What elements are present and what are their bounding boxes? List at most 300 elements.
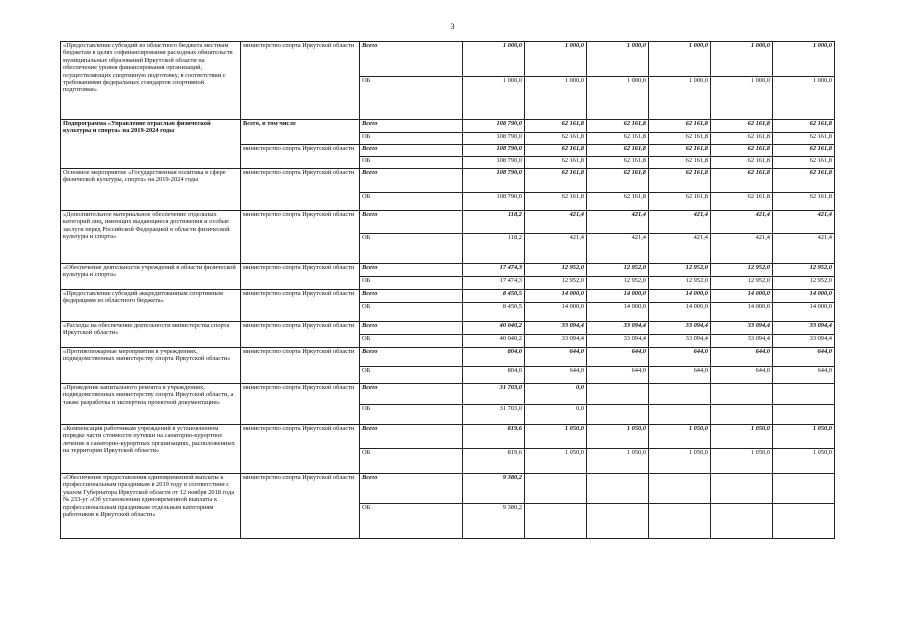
value-text: 62 161,8: [685, 157, 708, 164]
value-text: 33 094,4: [685, 335, 708, 342]
value-text: 1 000,0: [564, 77, 584, 84]
value-cell: [525, 367, 587, 384]
value-cell: [587, 157, 649, 169]
value-text: 62 161,8: [747, 193, 770, 200]
value-text: 1 000,0: [688, 77, 708, 84]
value-cell: [649, 264, 711, 277]
value-cell: [649, 290, 711, 303]
value-cell: [525, 211, 587, 234]
value-text: 108 790,0: [496, 169, 522, 176]
value-text: 33 094,4: [685, 322, 708, 329]
value-cell: [463, 193, 525, 211]
value-text: 14 000,0: [747, 303, 770, 310]
value-text: 421,4: [755, 234, 770, 241]
value-cell: [525, 133, 587, 145]
value-text: 14 000,0: [561, 303, 584, 310]
value-text: 33 094,4: [623, 322, 646, 329]
value-cell: [711, 303, 773, 322]
row-name: «Противопожарные мероприятия в учреждениях, подведомственных министерству спорта Иркутской области»: [61, 348, 241, 384]
value-text: 108 790,0: [496, 157, 522, 164]
value-cell: [773, 145, 835, 157]
value-cell: [711, 42, 773, 77]
value-cell: [711, 322, 773, 335]
value-text: 12 952,0: [561, 264, 584, 271]
value-cell: [649, 322, 711, 335]
value-text: 62 161,8: [809, 120, 832, 127]
value-text: 1 050,0: [812, 449, 832, 456]
value-cell: [711, 348, 773, 367]
value-cell: [711, 474, 773, 504]
value-text: 62 161,8: [685, 169, 708, 176]
value-text: 819,6: [507, 449, 522, 456]
value-cell: [587, 405, 649, 425]
value-cell: [525, 405, 587, 425]
value-text: 12 952,0: [623, 277, 646, 284]
value-cell: [773, 367, 835, 384]
table-row-total: [61, 425, 835, 449]
row-executor: министерство спорта Иркутской области: [241, 384, 360, 425]
value-cell: [525, 474, 587, 504]
value-text: 1 000,0: [502, 42, 522, 49]
value-text: 62 161,8: [623, 169, 646, 176]
value-cell: [463, 77, 525, 120]
value-text: 8 450,5: [502, 303, 522, 310]
value-text: 40 040,2: [499, 335, 522, 342]
source-label-ob: ОБ: [360, 277, 463, 290]
value-cell: [587, 384, 649, 405]
value-cell: [587, 42, 649, 77]
value-text: 1 050,0: [750, 449, 770, 456]
value-text: 62 161,8: [809, 193, 832, 200]
value-text: 33 094,4: [561, 335, 584, 342]
value-cell: [463, 133, 525, 145]
value-text: 1 050,0: [812, 425, 832, 432]
value-text: 62 161,8: [685, 133, 708, 140]
value-cell: [463, 120, 525, 133]
value-cell: [711, 425, 773, 449]
source-label-ob: ОБ: [360, 234, 463, 264]
value-text: 421,4: [631, 234, 646, 241]
value-text: 1 050,0: [626, 425, 646, 432]
value-text: 62 161,8: [623, 193, 646, 200]
value-text: 819,6: [507, 425, 522, 432]
source-label-total: Всего: [360, 474, 463, 504]
value-text: 804,0: [507, 367, 522, 374]
table-row-total: [61, 290, 835, 303]
value-cell: [773, 77, 835, 120]
value-cell: [525, 290, 587, 303]
value-cell: [463, 211, 525, 234]
value-text: 644,0: [569, 367, 584, 374]
value-cell: [773, 234, 835, 264]
value-cell: [463, 290, 525, 303]
value-text: 62 161,8: [809, 145, 832, 152]
value-text: 9 380,2: [502, 504, 522, 511]
value-cell: [587, 234, 649, 264]
value-cell: [463, 145, 525, 157]
value-cell: [525, 322, 587, 335]
value-text: 62 161,8: [561, 120, 584, 127]
row-executor: министерство спорта Иркутской области: [241, 474, 360, 539]
row-name: «Обеспечение деятельности учреждений в области физической культуры и спорта»: [61, 264, 241, 290]
value-cell: [649, 348, 711, 367]
value-text: 62 161,8: [747, 157, 770, 164]
value-cell: [587, 322, 649, 335]
row-executor: Всего, в том числе: [241, 120, 360, 145]
row-name: Основное мероприятие «Государственная политика в сфере физической культуры, спорта» на 2019-2024 годы: [61, 169, 241, 211]
value-cell: [649, 405, 711, 425]
value-cell: [711, 77, 773, 120]
value-text: 421,4: [817, 234, 832, 241]
value-text: 118,2: [507, 234, 522, 241]
value-cell: [463, 234, 525, 264]
value-cell: [587, 77, 649, 120]
value-cell: [587, 290, 649, 303]
value-text: 1 050,0: [564, 425, 584, 432]
value-cell: [587, 169, 649, 193]
value-text: 1 050,0: [750, 425, 770, 432]
value-text: 1 000,0: [564, 42, 584, 49]
value-cell: [711, 449, 773, 474]
value-cell: [525, 157, 587, 169]
value-text: 62 161,8: [561, 145, 584, 152]
row-name: «Расходы на обеспечение деятельности министерства спорта Иркутской области»: [61, 322, 241, 348]
budget-table: [60, 41, 835, 539]
value-text: 0,0: [576, 405, 584, 412]
value-cell: [587, 425, 649, 449]
row-executor: министерство спорта Иркутской области: [241, 264, 360, 290]
value-text: 12 952,0: [685, 277, 708, 284]
source-label-total: Всего: [360, 322, 463, 335]
value-text: 31 703,0: [499, 405, 522, 412]
value-cell: [587, 474, 649, 504]
value-cell: [649, 133, 711, 145]
value-cell: [463, 303, 525, 322]
value-cell: [587, 120, 649, 133]
value-text: 33 094,4: [747, 335, 770, 342]
row-name: «Проведение капитального ремонта в учреждениях, подведомственных министерству спорта Иркутской области, а также разработка и экспертиза проектной документации»: [61, 384, 241, 425]
value-cell: [525, 384, 587, 405]
value-cell: [587, 504, 649, 539]
value-cell: [525, 120, 587, 133]
table-row-total: [61, 42, 835, 77]
value-cell: [649, 42, 711, 77]
value-text: 14 000,0: [623, 303, 646, 310]
value-cell: [525, 335, 587, 348]
value-cell: [773, 193, 835, 211]
source-label-ob: ОБ: [360, 157, 463, 169]
value-cell: [711, 169, 773, 193]
value-cell: [773, 303, 835, 322]
source-label-total: Всего: [360, 42, 463, 77]
value-cell: [587, 348, 649, 367]
value-text: 62 161,8: [561, 133, 584, 140]
table-row-total: [61, 474, 835, 504]
value-text: 1 000,0: [502, 77, 522, 84]
value-text: 644,0: [817, 348, 832, 355]
value-text: 0,0: [576, 384, 584, 391]
value-text: 17 474,3: [499, 277, 522, 284]
value-text: 62 161,8: [561, 157, 584, 164]
value-cell: [587, 193, 649, 211]
value-text: 14 000,0: [747, 290, 770, 297]
value-text: 12 952,0: [809, 264, 832, 271]
source-label-ob: ОБ: [360, 303, 463, 322]
value-text: 14 000,0: [623, 290, 646, 297]
row-name: «Предоставление субсидий из областного бюджета местным бюджетам в целях софинансирования расходных обязательств муниципальных образований Иркутской области на обеспечение уровня финансирования организаций, осуществляющих спортивную подготовку, в соответствии с требованиями федеральных стандартов спортивной подготовки»: [61, 42, 241, 120]
value-cell: [525, 348, 587, 367]
value-text: 40 040,2: [499, 322, 522, 329]
value-cell: [711, 504, 773, 539]
value-text: 62 161,8: [623, 133, 646, 140]
value-cell: [711, 405, 773, 425]
value-cell: [525, 277, 587, 290]
value-text: 33 094,4: [809, 322, 832, 329]
value-text: 644,0: [693, 348, 708, 355]
source-label-ob: ОБ: [360, 405, 463, 425]
page-number: 3: [450, 22, 455, 31]
value-cell: [463, 348, 525, 367]
table-row-total: [61, 348, 835, 367]
value-text: 14 000,0: [685, 303, 708, 310]
source-label-ob: ОБ: [360, 367, 463, 384]
value-cell: [525, 145, 587, 157]
value-cell: [525, 77, 587, 120]
value-cell: [773, 120, 835, 133]
table-row-total: [61, 322, 835, 335]
value-text: 421,4: [817, 211, 832, 218]
value-cell: [711, 133, 773, 145]
value-cell: [587, 367, 649, 384]
value-cell: [463, 405, 525, 425]
value-cell: [773, 157, 835, 169]
value-text: 421,4: [693, 211, 708, 218]
value-text: 1 000,0: [812, 77, 832, 84]
value-cell: [587, 303, 649, 322]
value-text: 421,4: [693, 234, 708, 241]
value-text: 804,0: [507, 348, 522, 355]
value-text: 17 474,3: [499, 264, 522, 271]
value-text: 62 161,8: [809, 133, 832, 140]
value-text: 118,2: [507, 211, 522, 218]
row-executor: министерство спорта Иркутской области: [241, 425, 360, 474]
value-cell: [711, 193, 773, 211]
row-executor: министерство спорта Иркутской области: [241, 290, 360, 322]
source-label-total: Всего: [360, 264, 463, 277]
value-text: 62 161,8: [623, 145, 646, 152]
value-cell: [773, 425, 835, 449]
value-cell: [773, 264, 835, 277]
value-cell: [649, 234, 711, 264]
value-cell: [649, 449, 711, 474]
table-row-total: [61, 264, 835, 277]
table-row-total: [61, 211, 835, 234]
value-text: 12 952,0: [809, 277, 832, 284]
value-cell: [463, 425, 525, 449]
value-text: 62 161,8: [809, 169, 832, 176]
value-cell: [587, 449, 649, 474]
value-text: 33 094,4: [809, 335, 832, 342]
source-label-ob: ОБ: [360, 193, 463, 211]
value-cell: [525, 264, 587, 277]
value-cell: [463, 169, 525, 193]
value-cell: [773, 277, 835, 290]
row-name: «Предоставление субсидий аккредитованным спортивным федерациям из областного бюджета»: [61, 290, 241, 322]
value-text: 1 000,0: [688, 42, 708, 49]
value-text: 8 450,5: [502, 290, 522, 297]
value-text: 14 000,0: [809, 303, 832, 310]
value-cell: [773, 169, 835, 193]
row-name: Подпрограмма «Управление отраслью физической культуры и спорта» на 2019-2024 годы: [61, 120, 241, 169]
value-cell: [649, 120, 711, 133]
source-label-total: Всего: [360, 120, 463, 133]
value-cell: [587, 264, 649, 277]
value-text: 1 000,0: [812, 42, 832, 49]
value-text: 421,4: [755, 211, 770, 218]
value-text: 12 952,0: [685, 264, 708, 271]
value-text: 108 790,0: [496, 133, 522, 140]
source-label-total: Всего: [360, 425, 463, 449]
value-text: 421,4: [569, 211, 584, 218]
value-cell: [711, 120, 773, 133]
value-cell: [525, 234, 587, 264]
value-cell: [587, 211, 649, 234]
value-cell: [711, 335, 773, 348]
value-cell: [463, 157, 525, 169]
value-cell: [463, 504, 525, 539]
value-text: 62 161,8: [747, 120, 770, 127]
value-cell: [773, 133, 835, 145]
value-text: 62 161,8: [623, 120, 646, 127]
value-text: 644,0: [631, 348, 646, 355]
value-text: 644,0: [817, 367, 832, 374]
value-text: 12 952,0: [747, 277, 770, 284]
value-cell: [463, 322, 525, 335]
value-cell: [773, 211, 835, 234]
value-text: 1 050,0: [626, 449, 646, 456]
value-cell: [463, 42, 525, 77]
value-text: 12 952,0: [561, 277, 584, 284]
source-label-ob: ОБ: [360, 449, 463, 474]
value-text: 108 790,0: [496, 145, 522, 152]
value-text: 62 161,8: [685, 145, 708, 152]
value-text: 62 161,8: [685, 193, 708, 200]
value-text: 421,4: [631, 211, 646, 218]
value-cell: [463, 449, 525, 474]
value-cell: [773, 290, 835, 303]
value-cell: [649, 474, 711, 504]
source-label-ob: ОБ: [360, 133, 463, 145]
value-cell: [525, 504, 587, 539]
value-cell: [711, 234, 773, 264]
value-cell: [649, 277, 711, 290]
value-cell: [463, 335, 525, 348]
source-label-ob: ОБ: [360, 504, 463, 539]
value-cell: [711, 290, 773, 303]
value-cell: [649, 157, 711, 169]
row-name: «Дополнительное материальное обеспечение отдельных категорий лиц, имеющих выдающиеся достижения и особые заслуги перед Российской Федерацией в области физической культуры и спорта»: [61, 211, 241, 264]
value-cell: [773, 322, 835, 335]
row-executor: министерство спорта Иркутской области: [241, 169, 360, 211]
value-cell: [587, 335, 649, 348]
value-text: 14 000,0: [561, 290, 584, 297]
value-text: 62 161,8: [747, 133, 770, 140]
value-text: 644,0: [755, 348, 770, 355]
value-text: 33 094,4: [747, 322, 770, 329]
value-text: 33 094,4: [623, 335, 646, 342]
value-cell: [773, 348, 835, 367]
value-text: 644,0: [755, 367, 770, 374]
source-label-total: Всего: [360, 384, 463, 405]
value-cell: [525, 42, 587, 77]
value-cell: [649, 384, 711, 405]
value-cell: [711, 157, 773, 169]
value-text: 644,0: [631, 367, 646, 374]
value-cell: [711, 264, 773, 277]
value-text: 31 703,0: [499, 384, 522, 391]
source-label-total: Всего: [360, 211, 463, 234]
value-cell: [649, 504, 711, 539]
value-text: 1 050,0: [688, 425, 708, 432]
row-executor: министерство спорта Иркутской области: [241, 348, 360, 384]
value-cell: [587, 277, 649, 290]
row-name: «Обеспечение предоставления единовременной выплаты к профессиональным праздникам в 2019 году в соответствии с указом Губернатора Иркутской области от 12 ноября 2018 года № 233-уг «Об установлении единовременной выплаты к профессиональным праздникам отдельным категориям работников в Иркутской области»: [61, 474, 241, 539]
row-name: «Компенсация работникам учреждений в установленном порядке части стоимости путевки на санаторно-курортное лечение в санаторно-курортных организациях, расположенных на территории Иркутской области»: [61, 425, 241, 474]
source-label-total: Всего: [360, 348, 463, 367]
value-cell: [649, 303, 711, 322]
value-text: 9 380,2: [502, 474, 522, 481]
value-cell: [587, 133, 649, 145]
value-text: 62 161,8: [561, 169, 584, 176]
value-cell: [773, 504, 835, 539]
value-cell: [463, 264, 525, 277]
value-text: 1 050,0: [564, 449, 584, 456]
row-executor: министерство спорта Иркутской области: [241, 145, 360, 169]
value-cell: [463, 474, 525, 504]
value-cell: [711, 211, 773, 234]
value-text: 1 000,0: [626, 42, 646, 49]
value-text: 62 161,8: [561, 193, 584, 200]
value-cell: [649, 425, 711, 449]
source-label-total: Всего: [360, 145, 463, 157]
value-text: 62 161,8: [685, 120, 708, 127]
value-text: 1 050,0: [688, 449, 708, 456]
row-executor: министерство спорта Иркутской области: [241, 322, 360, 348]
table-row-total: [61, 169, 835, 193]
value-text: 62 161,8: [809, 157, 832, 164]
value-cell: [773, 384, 835, 405]
value-cell: [773, 335, 835, 348]
value-cell: [711, 367, 773, 384]
value-cell: [649, 193, 711, 211]
value-cell: [773, 42, 835, 77]
value-text: 108 790,0: [496, 193, 522, 200]
value-cell: [587, 145, 649, 157]
value-cell: [525, 193, 587, 211]
value-cell: [711, 384, 773, 405]
value-cell: [649, 211, 711, 234]
value-cell: [711, 145, 773, 157]
value-cell: [649, 145, 711, 157]
value-cell: [773, 405, 835, 425]
value-text: 33 094,4: [561, 322, 584, 329]
value-text: 14 000,0: [809, 290, 832, 297]
value-cell: [463, 367, 525, 384]
source-label-total: Всего: [360, 290, 463, 303]
value-cell: [649, 367, 711, 384]
source-label-total: Всего: [360, 169, 463, 193]
value-cell: [525, 303, 587, 322]
